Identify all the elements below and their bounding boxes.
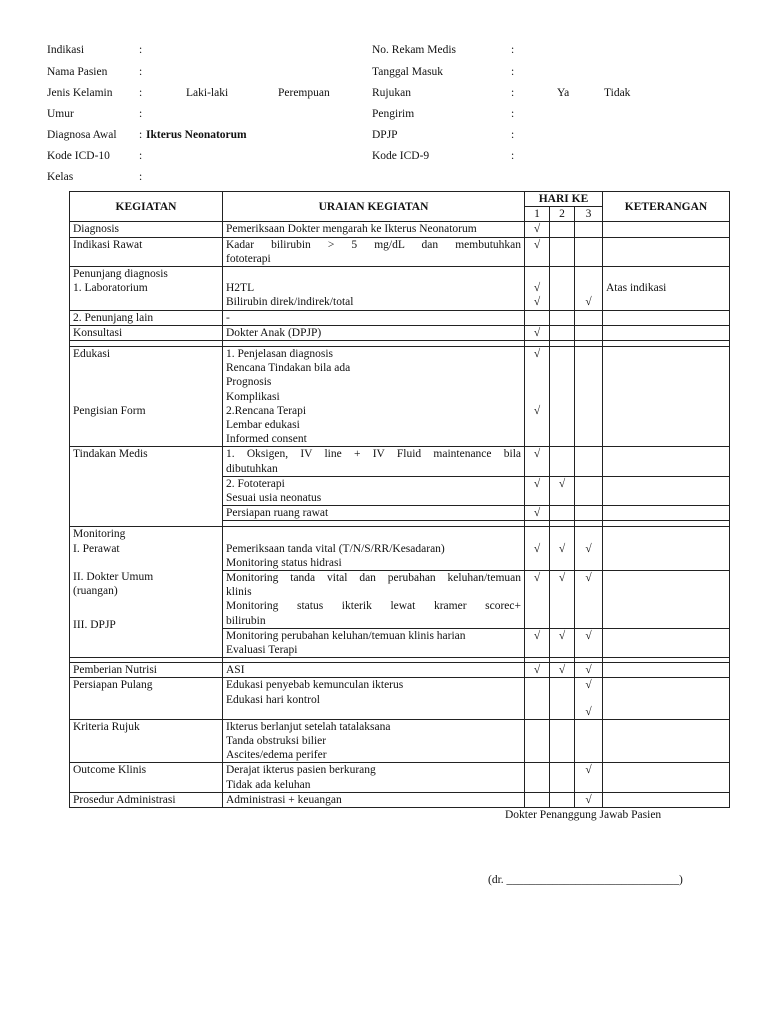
kegiatan-cell: Tindakan Medis [70, 447, 223, 527]
uraian-text: Evaluasi Terapi [226, 644, 298, 657]
uraian-cell [223, 267, 525, 311]
uraian-text: Monitoring tanda vital dan perubahan keluhan/temuan [226, 572, 521, 585]
day1-check: √ [525, 506, 550, 521]
uraian-text: Lembar edukasi [226, 419, 300, 432]
keterangan-cell [603, 663, 730, 678]
table-row [70, 527, 730, 571]
uraian-text: Edukasi penyebab kemunculan ikterus [226, 679, 404, 692]
kegiatan-text: II. Dokter Umum [73, 570, 154, 583]
table-row [70, 237, 730, 266]
table-row [70, 325, 730, 340]
day1-check: √ [525, 628, 550, 657]
day2-cell [550, 310, 575, 325]
uraian-text: Monitoring status ikterik lewat kramer scorec+ [226, 600, 521, 613]
day1-check: √ [525, 222, 550, 237]
table-row [70, 678, 730, 719]
kegiatan-cell [70, 527, 223, 658]
table-row [70, 222, 730, 237]
keterangan-cell [603, 792, 730, 807]
uraian-cell [223, 763, 525, 792]
day3-check: √ [575, 571, 603, 629]
day3-cell [575, 506, 603, 521]
label-kode-icd9: Kode ICD-9 [372, 150, 430, 162]
day1-cell [525, 792, 550, 807]
day1-check: √ [525, 447, 550, 476]
label-no-rekam-medis: No. Rekam Medis [372, 44, 457, 56]
table-row [70, 719, 730, 763]
uraian-cell [223, 527, 525, 571]
day3-cell [575, 237, 603, 266]
table-row [70, 792, 730, 807]
day1-check: √ [533, 542, 541, 555]
colon: : [511, 66, 515, 78]
header-hari-ke: HARI KE [525, 192, 603, 207]
uraian-cell: ASI [223, 663, 525, 678]
label-kelas: Kelas [47, 171, 74, 183]
day3-check: √ [585, 542, 592, 555]
day3-check: √ [575, 763, 603, 792]
uraian-cell: Persiapan ruang rawat [223, 506, 525, 521]
uraian-text: Kadar bilirubin > 5 mg/dL dan membutuhkan [226, 238, 521, 251]
day2-cell [550, 763, 575, 792]
uraian-text: H2TL [226, 282, 255, 295]
table-row [70, 447, 730, 476]
header-uraian: URAIAN KEGIATAN [223, 192, 525, 222]
header-day-3: 3 [575, 207, 603, 222]
uraian-text: Komplikasi [226, 390, 280, 403]
uraian-text: Ikterus berlanjut setelah tatalaksana [226, 720, 391, 733]
keterangan-text: Atas indikasi [606, 282, 667, 295]
uraian-text: bilirubin [226, 614, 266, 627]
day2-check: √ [550, 571, 575, 629]
table-row [70, 347, 730, 447]
label-indikasi: Indikasi [47, 44, 85, 56]
uraian-text: Edukasi hari kontrol [226, 693, 320, 706]
colon: : [139, 129, 143, 141]
day3-check: √ [575, 628, 603, 657]
colon: : [511, 150, 515, 162]
uraian-text: Informed consent [226, 433, 307, 446]
kegiatan-cell: Diagnosis [70, 222, 223, 237]
day1-cell [525, 310, 550, 325]
keterangan-cell [603, 325, 730, 340]
uraian-cell: - [223, 310, 525, 325]
day3-check: √ [575, 663, 603, 678]
day2-cell [550, 719, 575, 763]
kegiatan-cell: Kriteria Rujuk [70, 719, 223, 763]
header-day-1: 1 [525, 207, 550, 222]
day3-cell [575, 310, 603, 325]
day3-cell [575, 267, 603, 311]
uraian-text: Rencana Tindakan bila ada [226, 362, 351, 375]
label-diagnosa-awal: Diagnosa Awal [47, 129, 117, 141]
option-ya: Ya [557, 87, 570, 99]
day2-cell [550, 347, 575, 447]
day3-check: √ [585, 705, 592, 718]
uraian-text: Tanda obstruksi bilier [226, 735, 327, 748]
uraian-cell [223, 447, 525, 476]
uraian-cell: Dokter Anak (DPJP) [223, 325, 525, 340]
uraian-text: klinis [226, 586, 252, 599]
colon: : [511, 129, 515, 141]
label-kode-icd10: Kode ICD-10 [47, 150, 110, 162]
header-kegiatan: KEGIATAN [70, 192, 223, 222]
day3-cell [575, 222, 603, 237]
day2-check: √ [558, 542, 566, 555]
uraian-text: Tidak ada keluhan [226, 778, 311, 791]
colon: : [511, 87, 515, 99]
day2-cell [550, 527, 575, 571]
uraian-text: fototerapi [226, 252, 271, 265]
day1-check: √ [525, 663, 550, 678]
uraian-text: Bilirubin direk/indirek/total [226, 296, 354, 309]
label-tanggal-masuk: Tanggal Masuk [372, 66, 444, 78]
uraian-cell [223, 476, 525, 505]
kegiatan-text: III. DPJP [73, 619, 116, 632]
day2-cell [550, 447, 575, 476]
header-keterangan: KETERANGAN [603, 192, 730, 222]
table-row [70, 310, 730, 325]
keterangan-cell [603, 310, 730, 325]
day2-cell [550, 237, 575, 266]
uraian-cell [223, 347, 525, 447]
kegiatan-text: Monitoring [73, 528, 126, 541]
uraian-text: 1. Oksigen, IV line + IV Fluid maintenance bila [226, 448, 521, 461]
colon: : [139, 171, 143, 183]
header-day-2: 2 [550, 207, 575, 222]
uraian-cell [223, 237, 525, 266]
uraian-cell [223, 678, 525, 719]
colon: : [139, 87, 143, 99]
colon: : [511, 44, 515, 56]
kegiatan-cell: Pemberian Nutrisi [70, 663, 223, 678]
uraian-text: Monitoring status hidrasi [226, 556, 342, 569]
value-diagnosa-awal: Ikterus Neonatorum [146, 129, 247, 141]
day1-check: √ [533, 282, 541, 295]
label-umur: Umur [47, 108, 74, 120]
day2-cell [550, 678, 575, 719]
keterangan-cell [603, 571, 730, 629]
kegiatan-text: Penunjang diagnosis [73, 268, 168, 281]
label-nama-pasien: Nama Pasien [47, 66, 108, 78]
signature-name-line: (dr. ______________________________) [488, 874, 683, 886]
keterangan-cell [603, 506, 730, 521]
kegiatan-cell: Konsultasi [70, 325, 223, 340]
uraian-cell [223, 628, 525, 657]
day3-cell [575, 347, 603, 447]
uraian-text: Ascites/edema perifer [226, 749, 327, 762]
uraian-text: Pemeriksaan tanda vital (T/N/S/RR/Kesadaran) [226, 542, 445, 555]
day1-check: √ [525, 571, 550, 629]
day3-cell [575, 527, 603, 571]
uraian-text: 2.Rencana Terapi [226, 404, 307, 417]
table-row [70, 267, 730, 311]
keterangan-cell [603, 476, 730, 505]
kegiatan-text: (ruangan) [73, 585, 118, 598]
day2-cell [550, 222, 575, 237]
label-pengirim: Pengirim [372, 108, 415, 120]
uraian-cell [223, 222, 525, 237]
kegiatan-cell: Indikasi Rawat [70, 237, 223, 266]
colon: : [511, 108, 515, 120]
day3-cell [575, 447, 603, 476]
table-row [70, 663, 730, 678]
option-laki-laki: Laki-laki [186, 87, 229, 99]
uraian-cell [223, 719, 525, 763]
keterangan-cell [603, 527, 730, 571]
day1-cell [525, 267, 550, 311]
day1-check: √ [533, 404, 541, 417]
day1-cell [525, 763, 550, 792]
keterangan-cell [603, 678, 730, 719]
day1-cell [525, 678, 550, 719]
day3-check: √ [585, 679, 592, 692]
day1-check: √ [525, 476, 550, 505]
kegiatan-cell [70, 347, 223, 447]
day2-cell [550, 792, 575, 807]
colon: : [139, 66, 143, 78]
kegiatan-cell: Outcome Klinis [70, 763, 223, 792]
keterangan-cell [603, 763, 730, 792]
day2-check: √ [550, 628, 575, 657]
keterangan-cell [603, 237, 730, 266]
day2-check: √ [550, 476, 575, 505]
uraian-text: 1. Penjelasan diagnosis [226, 348, 333, 361]
day3-cell [575, 678, 603, 719]
table-header-row [70, 192, 730, 207]
kegiatan-text: I. Perawat [73, 542, 120, 555]
day3-cell [575, 325, 603, 340]
kegiatan-cell [70, 267, 223, 311]
day1-cell [525, 527, 550, 571]
day1-cell [525, 719, 550, 763]
uraian-text: Derajat ikterus pasien berkurang [226, 764, 376, 777]
keterangan-cell [603, 267, 730, 311]
day3-cell [575, 719, 603, 763]
table-row [70, 763, 730, 792]
day2-cell [550, 325, 575, 340]
uraian-text: Monitoring perubahan keluhan/temuan klinis harian [226, 629, 466, 642]
option-perempuan: Perempuan [278, 87, 330, 99]
colon: : [139, 108, 143, 120]
kegiatan-cell: 2. Penunjang lain [70, 310, 223, 325]
uraian-text: dibutuhkan [226, 462, 278, 475]
kegiatan-cell: Prosedur Administrasi [70, 792, 223, 807]
colon: : [139, 150, 143, 162]
label-jenis-kelamin: Jenis Kelamin [47, 87, 113, 99]
day2-cell [550, 267, 575, 311]
uraian-cell: Administrasi + keuangan [223, 792, 525, 807]
day3-check: √ [575, 792, 603, 807]
keterangan-cell [603, 447, 730, 476]
day1-check: √ [525, 325, 550, 340]
uraian-cell [223, 571, 525, 629]
label-rujukan: Rujukan [372, 87, 411, 99]
kegiatan-cell: Persiapan Pulang [70, 678, 223, 719]
kegiatan-text: Pengisian Form [73, 404, 146, 417]
day1-check: √ [525, 237, 550, 266]
kegiatan-text: Edukasi [73, 348, 111, 361]
day3-cell [575, 476, 603, 505]
keterangan-cell [603, 719, 730, 763]
clinical-pathway-table [69, 191, 730, 808]
signature-title: Dokter Penanggung Jawab Pasien [505, 809, 662, 821]
day3-check: √ [585, 296, 592, 309]
day1-cell [525, 347, 550, 447]
kegiatan-text: 1. Laboratorium [73, 282, 148, 295]
keterangan-cell [603, 628, 730, 657]
keterangan-cell [603, 222, 730, 237]
day2-check: √ [550, 663, 575, 678]
day1-check: √ [533, 348, 541, 361]
uraian-text: Sesuai usia neonatus [226, 492, 322, 505]
option-tidak: Tidak [604, 87, 631, 99]
day1-check: √ [533, 296, 541, 309]
uraian-text: Pemeriksaan Dokter mengarah ke Ikterus Neonatorum [226, 223, 477, 236]
day2-cell [550, 506, 575, 521]
colon: : [139, 44, 143, 56]
label-dpjp: DPJP [372, 129, 398, 141]
uraian-text: 2. Fototerapi [226, 477, 285, 490]
uraian-text: Prognosis [226, 376, 272, 389]
keterangan-cell [603, 347, 730, 447]
